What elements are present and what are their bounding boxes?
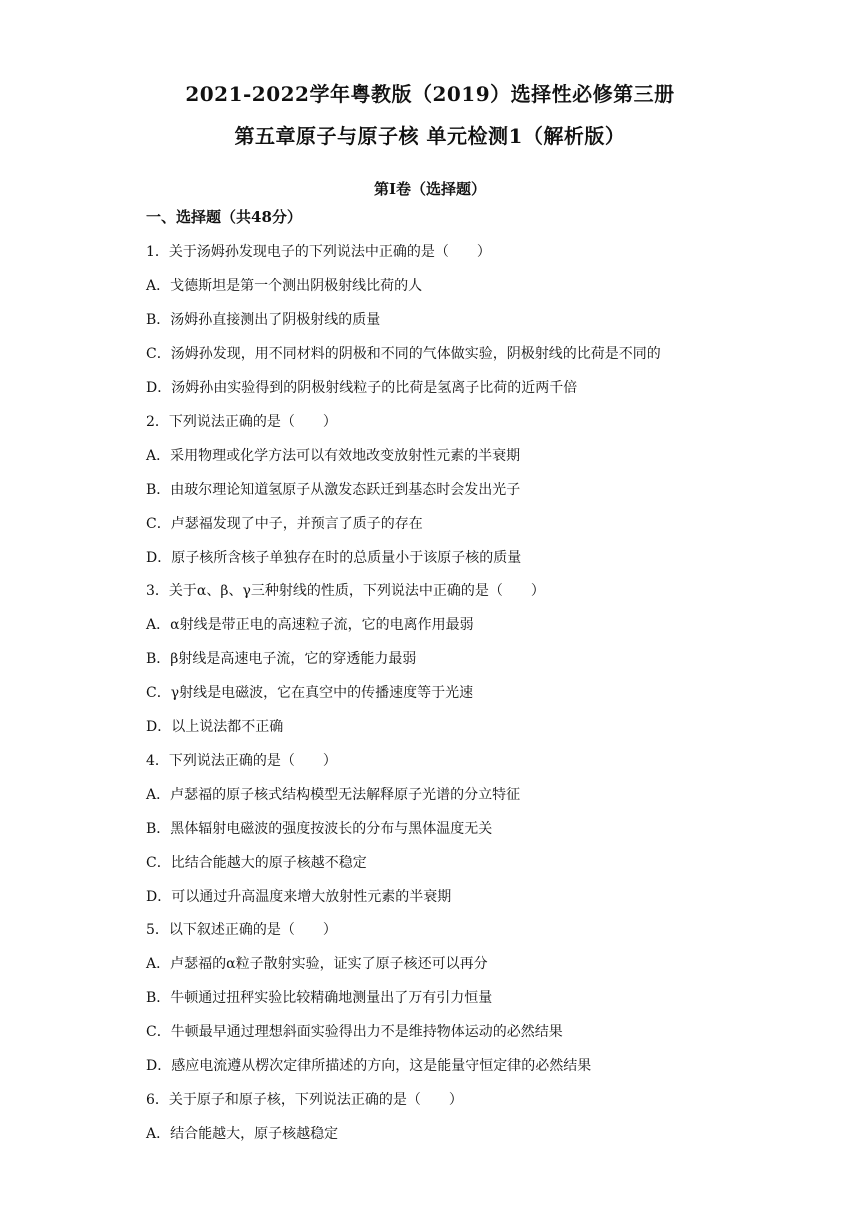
question-5-option-b: B．牛顿通过扭秤实验比较精确地测量出了万有引力恒量: [146, 990, 493, 1006]
question-5-stem: 5．以下叙述正确的是（ ）: [146, 922, 337, 938]
question-4-stem: 4．下列说法正确的是（ ）: [146, 753, 337, 769]
question-2-stem: 2．下列说法正确的是（ ）: [146, 414, 337, 430]
question-1-option-c: C．汤姆孙发现，用不同材料的阴极和不同的气体做实验，阴极射线的比荷是不同的: [146, 346, 661, 362]
question-2-option-c: C．卢瑟福发现了中子，并预言了质子的存在: [146, 516, 423, 532]
question-1-option-d: D．汤姆孙由实验得到的阴极射线粒子的比荷是氢离子比荷的近两千倍: [146, 380, 578, 396]
question-3-option-b: B．β射线是高速电子流，它的穿透能力最弱: [146, 651, 417, 667]
question-2-option-a: A．采用物理或化学方法可以有效地改变放射性元素的半衰期: [146, 448, 521, 464]
question-5-option-a: A．卢瑟福的α粒子散射实验，证实了原子核还可以再分: [146, 956, 488, 972]
question-3-stem: 3．关于α、β、γ三种射线的性质，下列说法中正确的是（ ）: [146, 583, 545, 599]
question-4-option-a: A．卢瑟福的原子核式结构模型无法解释原子光谱的分立特征: [146, 787, 521, 803]
question-2-option-d: D．原子核所含核子单独存在时的总质量小于该原子核的质量: [146, 550, 522, 566]
question-6-stem: 6．关于原子和原子核，下列说法正确的是（ ）: [146, 1092, 463, 1108]
question-4-option-c: C．比结合能越大的原子核越不稳定: [146, 855, 367, 871]
part-title: 第I卷（选择题）: [373, 180, 487, 198]
question-3-option-c: C．γ射线是电磁波，它在真空中的传播速度等于光速: [146, 685, 474, 701]
question-4-option-b: B．黑体辐射电磁波的强度按波长的分布与黑体温度无关: [146, 821, 493, 837]
question-1-option-b: B．汤姆孙直接测出了阴极射线的质量: [146, 312, 381, 328]
section-title: 一、选择题（共48分）: [146, 208, 302, 226]
document-title-line-1: 2021-2022学年粤教版（2019）选择性必修第三册: [185, 82, 675, 106]
question-2-option-b: B．由玻尔理论知道氢原子从激发态跃迁到基态时会发出光子: [146, 482, 521, 498]
document-title-line-2: 第五章原子与原子核 单元检测1（解析版）: [234, 124, 626, 148]
question-6-option-a: A．结合能越大，原子核越稳定: [146, 1126, 339, 1142]
question-1-option-a: A．戈德斯坦是第一个测出阴极射线比荷的人: [146, 278, 423, 294]
question-3-option-d: D．以上说法都不正确: [146, 719, 284, 735]
question-3-option-a: A．α射线是带正电的高速粒子流，它的电离作用最弱: [146, 617, 474, 633]
question-5-option-d: D．感应电流遵从楞次定律所描述的方向，这是能量守恒定律的必然结果: [146, 1058, 592, 1074]
question-4-option-d: D．可以通过升高温度来增大放射性元素的半衰期: [146, 889, 452, 905]
question-1-stem: 1．关于汤姆孙发现电子的下列说法中正确的是（ ）: [146, 244, 491, 260]
question-5-option-c: C．牛顿最早通过理想斜面实验得出力不是维持物体运动的必然结果: [146, 1024, 563, 1040]
